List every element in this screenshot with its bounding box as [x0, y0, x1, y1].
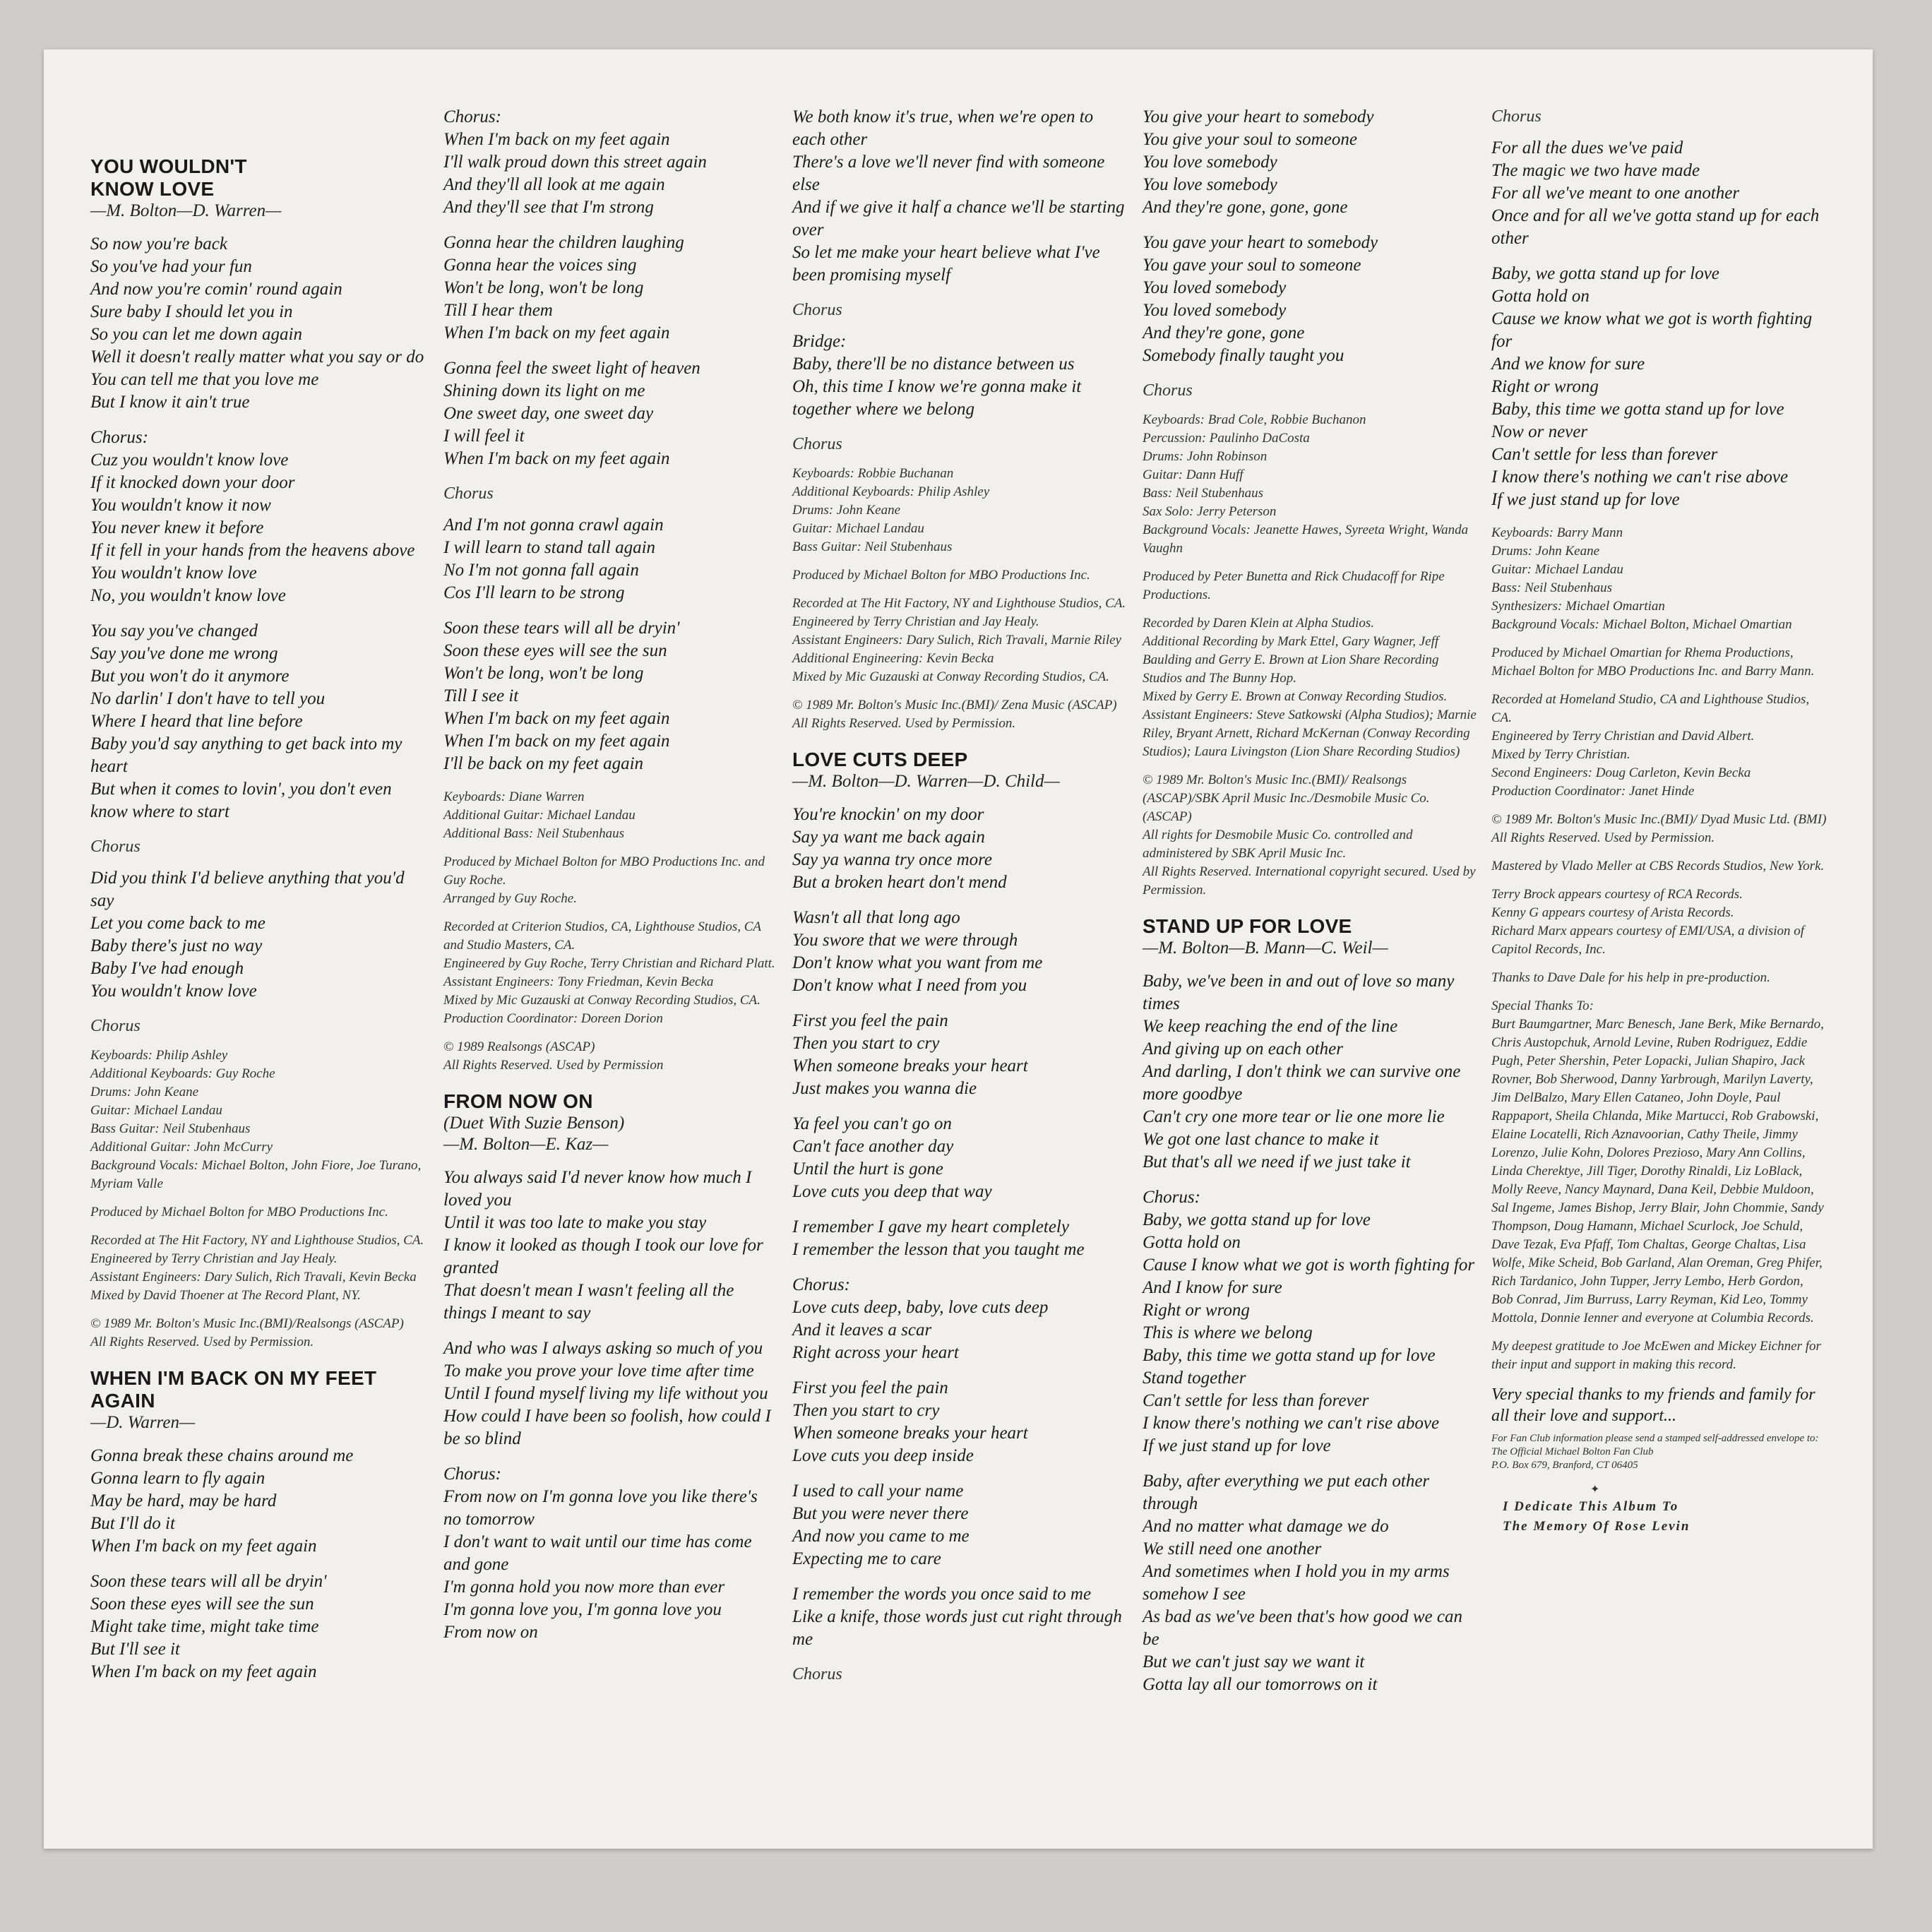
musician-credits: Keyboards: Brad Cole, Robbie Buchanon Percussion: Paulinho DaCosta Drums: John Robinson Guitar: Dann Huff Bass: Neil Stubenhaus Sax Solo: Jerry Peterson Background Vocals: Jeanette Hawes, Syreeta Wright, Wanda Vaughn	[1143, 412, 1469, 556]
copyright-notice: © 1989 Mr. Bolton's Music Inc.(BMI)/ Realsongs (ASCAP)/SBK April Music Inc./Desmobile Music Co. (ASCAP) All rights for Desmobile Music Co. controlled and administered by SBK April Music Inc. All Rights Reserved. International copyright secured. Used by Permission.	[1143, 773, 1476, 898]
producer-credit: Produced by Peter Bunetta and Rick Chudacoff for Ripe Productions.	[1143, 569, 1445, 602]
song-title: STAND UP FOR LOVE	[1143, 915, 1352, 937]
chorus: Baby, we gotta stand up for love Gotta hold on Cause we know what we got is worth fighting for And we know for sure Right or wrong Baby, this time we gotta stand up for love Now or never Can't settle for less than forever I know there's nothing we can't rise above If we just stand up for love	[1491, 264, 1813, 509]
copyright-notice: © 1989 Mr. Bolton's Music Inc.(BMI)/Realsongs (ASCAP) All Rights Reserved. Used by Permission.	[90, 1316, 404, 1349]
copyright-notice: © 1989 Realsongs (ASCAP) All Rights Reserved. Used by Permission	[443, 1039, 664, 1073]
chorus-label: Chorus	[792, 1665, 842, 1683]
ornament-icon: ✦	[1590, 1482, 1600, 1496]
chorus-label: Chorus	[1143, 381, 1193, 400]
chorus: Chorus: From now on I'm gonna love you like there's no tomorrow I don't want to wait until our time has come and gone I'm gonna hold you now more than ever I'm gonna love you, I'm gonna love you From now on	[443, 1465, 758, 1642]
song-title: YOU WOULDN'T KNOW LOVE	[90, 155, 247, 200]
chorus: Chorus: Cuz you wouldn't know love If it knocked down your door You wouldn't know it now You never knew it before If it fell in your hands from the heavens above You wouldn't know love No, you wouldn't know love	[90, 428, 415, 605]
verse: Soon these tears will all be dryin' Soon these eyes will see the sun Might take time, might take time But I'll see it When I'm back on my feet again	[90, 1572, 327, 1681]
chorus-label: Chorus	[1491, 107, 1542, 126]
verse: And who was I always asking so much of you To make you prove your love time after time Until I found myself living my life without you How could I have been so foolish, how could I be so blind	[443, 1339, 771, 1448]
chorus: Chorus: Baby, we gotta stand up for love Gotta hold on Cause I know what we got is worth fighting for And I know for sure Right or wrong This is where we belong Baby, this time we gotta stand up for love Stand together Can't settle for less than forever I know there's nothing we can't rise above If we just stand up for love	[1143, 1188, 1475, 1455]
verse: So now you're back So you've had your fun And now you're comin' round again Sure baby I should let you in So you can let me down again Well it doesn't really matter what you say or do You can tell me that you love me But I know it ain't true	[90, 234, 424, 412]
column-5	[1491, 106, 1827, 1546]
verse: Ya feel you can't go on Can't face another day Until the hurt is gone Love cuts you deep that way	[792, 1114, 992, 1201]
verse: You're knockin' on my door Say ya want me back again Say ya wanna try once more But a broken heart don't mend	[792, 805, 1007, 892]
musician-credits: Keyboards: Barry Mann Drums: John Keane Guitar: Michael Landau Bass: Neil Stubenhaus Synthesizers: Michael Omartian Background Vocals: Michael Bolton, Michael Omartian	[1491, 525, 1792, 632]
recording-credits: Recorded by Daren Klein at Alpha Studios. Additional Recording by Mark Ettel, Gary Wagner, Jeff Baulding and Gerry E. Brown at Lion Share Recording Studios and The Bunny Hop. Mixed by Gerry E. Brown at Conway Recording Studios. Assistant Engineers: Steve Satkowski (Alpha Studios); Marnie Riley, Bryant Arnett, Richard McKernan (Conway Recording Studios); Laura Livingston (Lion Share Recording Studios)	[1143, 616, 1477, 759]
songwriter-credit: —D. Warren—	[90, 1413, 196, 1432]
mastering-credit: Mastered by Vlado Meller at CBS Records Studios, New York.	[1491, 859, 1825, 873]
producer-credit: Produced by Michael Bolton for MBO Productions Inc.	[90, 1205, 388, 1220]
verse: You gave your heart to somebody You gave your soul to someone You loved somebody You loved somebody And they're gone, gone Somebody finally taught you	[1143, 233, 1378, 365]
verse: I remember the words you once said to me Like a knife, those words just cut right through me	[792, 1585, 1122, 1649]
verse: For all the dues we've paid The magic we two have made For all we've meant to one another Once and for all we've gotta stand up for each other	[1491, 138, 1820, 248]
recording-credits: Recorded at Homeland Studio, CA and Lighthouse Studios, CA. Engineered by Terry Christian and David Albert. Mixed by Terry Christian. Second Engineers: Doug Carleton, Kevin Becka Production Coordinator: Janet Hinde	[1491, 692, 1810, 799]
recording-credits: Recorded at The Hit Factory, NY and Lighthouse Studios, CA. Engineered by Terry Christian and Jay Healy. Assistant Engineers: Dary Sulich, Rich Travali, Marnie Riley Additional Engineering: Kevin Becka Mixed by Mic Guzauski at Conway Recording Studios, CA.	[792, 596, 1126, 684]
courtesy-credits: Terry Brock appears courtesy of RCA Records. Kenny G appears courtesy of Arista Records. Richard Marx appears courtesy of EMI/USA, a division of Capitol Records, Inc.	[1491, 887, 1805, 957]
column-4	[1143, 106, 1479, 1709]
chorus: Chorus: Love cuts deep, baby, love cuts deep And it leaves a scar Right across your heart	[792, 1275, 1049, 1362]
chorus-label: Chorus	[792, 301, 842, 319]
musician-credits: Keyboards: Philip Ashley Additional Keyboards: Guy Roche Drums: John Keane Guitar: Michael Landau Bass Guitar: Neil Stubenhaus Additional Guitar: John McCurry Background Vocals: Michael Bolton, John Fiore, Joe Turano, Myriam Valle	[90, 1048, 422, 1191]
song-subtitle: (Duet With Suzie Benson)	[443, 1114, 625, 1133]
verse: You give your heart to somebody You give your soul to someone You love somebody You love somebody And they're gone, gone, gone	[1143, 107, 1374, 217]
producer-credit: Produced by Michael Omartian for Rhema Productions, Michael Bolton for MBO Productions Inc. and Barry Mann.	[1491, 645, 1815, 679]
verse: First you feel the pain Then you start to cry When someone breaks your heart Just makes you wanna die	[792, 1011, 1028, 1098]
musician-credits: Keyboards: Robbie Buchanan Additional Keyboards: Philip Ashley Drums: John Keane Guitar: Michael Landau Bass Guitar: Neil Stubenhaus	[792, 466, 990, 554]
chorus-label: Chorus	[792, 435, 842, 453]
chorus-label: Chorus	[90, 837, 141, 856]
verse: Gonna feel the sweet light of heaven Shining down its light on me One sweet day, one sweet day I will feel it When I'm back on my feet again	[443, 359, 700, 468]
verse: I used to call your name But you were never there And now you came to me Expecting me to care	[792, 1481, 970, 1568]
recording-credits: Recorded at The Hit Factory, NY and Lighthouse Studios, CA. Engineered by Terry Christian and Jay Healy. Assistant Engineers: Dary Sulich, Rich Travali, Kevin Becka Mixed by David Thoener at The Record Plant, NY.	[90, 1233, 424, 1303]
chorus-label: Chorus	[90, 1017, 141, 1035]
dedication: I Dedicate This Album To The Memory Of Rose Levin	[1503, 1499, 1690, 1534]
thanks-note: Thanks to Dave Dale for his help in pre-production.	[1491, 970, 1770, 985]
column-3	[792, 106, 1128, 1695]
lyric-sheet	[44, 49, 1873, 1849]
verse: Did you think I'd believe anything that you'd say Let you come back to me Baby there's just no way Baby I've had enough You wouldn't know love	[90, 869, 405, 1001]
fan-club-info: For Fan Club information please send a stamped self-addressed envelope to: The Official Michael Bolton Fan Club P.O. Box 679, Branford, CT 06405	[1491, 1433, 1819, 1471]
verse: Soon these tears will all be dryin' Soon these eyes will see the sun Won't be long, won't be long Till I see it When I'm back on my feet again When I'm back on my feet again I'll be back on my feet again	[443, 619, 680, 773]
verse: You always said I'd never know how much I loved you Until it was too late to make you stay I know it looked as though I took our love for granted That doesn't mean I wasn't feeling all the things I meant to say	[443, 1168, 763, 1323]
producer-credit: Produced by Michael Bolton for MBO Productions Inc. and Guy Roche. Arranged by Guy Roche.	[443, 854, 765, 906]
verse: And I'm not gonna crawl again I will learn to stand tall again No I'm not gonna fall again Cos I'll learn to be strong	[443, 515, 664, 602]
verse: Wasn't all that long ago You swore that we were through Don't know what you want from me Don't know what I need from you	[792, 908, 1043, 995]
songwriter-credit: —M. Bolton—B. Mann—C. Weil—	[1143, 938, 1388, 958]
song-title: FROM NOW ON	[443, 1090, 593, 1112]
songwriter-credit: —M. Bolton—D. Warren—D. Child—	[792, 772, 1060, 791]
column-2	[443, 106, 780, 1657]
song-title: WHEN I'M BACK ON MY FEET AGAIN	[90, 1367, 377, 1412]
verse: Gonna break these chains around me Gonna learn to fly again May be hard, may be hard But I'll do it When I'm back on my feet again	[90, 1446, 354, 1556]
special-thanks: Special Thanks To: Burt Baumgartner, Marc Benesch, Jane Berk, Mike Bernardo, Chris Austopchuk, Arnold Levine, Ruben Rodriguez, Eddie Pugh, Peter Shershin, Peter Lopacki, Julian Shapiro, Jack Rovner, Bob Sherwood, Danny Yarbrough, Marilyn Laverty, Jim DelBalzo, Mary Ellen Cataneo, John Doyle, Paul Rappaport, Sheila Chlanda, Mike Martucci, Rob Grabowski, Elaine Locatelli, Rich Aznavoorian, Cathy Theile, Jimmy Lorenzo, Julie Kohn, Dolores Prezioso, Mary Ann Collins, Linda Cherektye, Jill Tiger, Dorothy Rinaldi, Liz LoBlack, Molly Reeve, Nancy Maynard, Dana Keil, Debbie Muldoon, Sal Ingeme, James Bishop, Jerry Blair, John Chommie, Sandy Thompson, Doug Hamann, Michael Scurlock, Joe Schuld, Dave Tezak, Eva Pfaff, Tom Chaltas, George Chaltas, Lisa Wolfe, Mike Scheid, Bob Garland, Alan Oreman, Greg Phifer, Rich Tardanico, John Tupper, Jerry Lembo, Herb Gordon, Bob Conrad, Jim Burruss, Larry Reyman, Kid Leo, Tommy Mottola, Donnie Ienner and everyone at Columbia Records.	[1491, 998, 1824, 1325]
song-title: LOVE CUTS DEEP	[792, 749, 968, 770]
chorus: Chorus: When I'm back on my feet again I'll walk proud down this street again And they'll all look at me again And they'll see that I'm strong	[443, 107, 707, 217]
verse: You say you've changed Say you've done me wrong But you won't do it anymore No darlin' I don't have to tell you Where I heard that line before Baby you'd say anything to get back into my heart But when it comes to lovin', you don't even know where to start	[90, 621, 402, 821]
copyright-notice: © 1989 Mr. Bolton's Music Inc.(BMI)/ Dyad Music Ltd. (BMI) All Rights Reserved. Used by Permission.	[1491, 812, 1827, 845]
bridge: Bridge: Baby, there'll be no distance between us Oh, this time I know we're gonna make it together where we belong	[792, 332, 1082, 419]
verse: Baby, we've been in and out of love so many times We keep reaching the end of the line And giving up on each other And darling, I don't think we can survive one more goodbye Can't cry one more tear or lie one more lie We got one last chance to make it But that's all we need if we just take it	[1143, 972, 1461, 1171]
copyright-notice: © 1989 Mr. Bolton's Music Inc.(BMI)/ Zena Music (ASCAP) All Rights Reserved. Used by Permission.	[792, 698, 1117, 731]
chorus-label: Chorus	[443, 484, 494, 503]
songwriter-credit: —M. Bolton—E. Kaz—	[443, 1135, 609, 1154]
verse: We both know it's true, when we're open to each other There's a love we'll never find with someone else And if we give it half a chance we'll be starting over So let me make your heart believe what I've been promising myself	[792, 107, 1125, 285]
family-thanks: Very special thanks to my friends and family for all their love and support...	[1491, 1385, 1815, 1425]
column-1	[90, 106, 427, 1696]
gratitude-note: My deepest gratitude to Joe McEwen and Mickey Eichner for their input and support in making this record.	[1491, 1339, 1821, 1372]
producer-credit: Produced by Michael Bolton for MBO Productions Inc.	[792, 568, 1090, 583]
verse: Gonna hear the children laughing Gonna hear the voices sing Won't be long, won't be long Till I hear them When I'm back on my feet again	[443, 233, 684, 342]
songwriter-credit: —M. Bolton—D. Warren—	[90, 201, 282, 220]
musician-credits: Keyboards: Diane Warren Additional Guitar: Michael Landau Additional Bass: Neil Stubenhaus	[443, 789, 636, 841]
verse: Baby, after everything we put each other through And no matter what damage we do We still need one another And sometimes when I hold you in my arms somehow I see As bad as we've been that's how good we can be But we can't just say we want it Gotta lay all our tomorrows on it	[1143, 1472, 1462, 1694]
verse: First you feel the pain Then you start to cry When someone breaks your heart Love cuts you deep inside	[792, 1378, 1028, 1465]
verse: I remember I gave my heart completely I remember the lesson that you taught me	[792, 1217, 1085, 1259]
recording-credits: Recorded at Criterion Studios, CA, Lighthouse Studios, CA and Studio Masters, CA. Engineered by Guy Roche, Terry Christian and Richard Platt. Assistant Engineers: Tony Friedman, Kevin Becka Mixed by Mic Guzauski at Conway Recording Studios, CA. Production Coordinator: Doreen Dorion	[443, 919, 775, 1026]
